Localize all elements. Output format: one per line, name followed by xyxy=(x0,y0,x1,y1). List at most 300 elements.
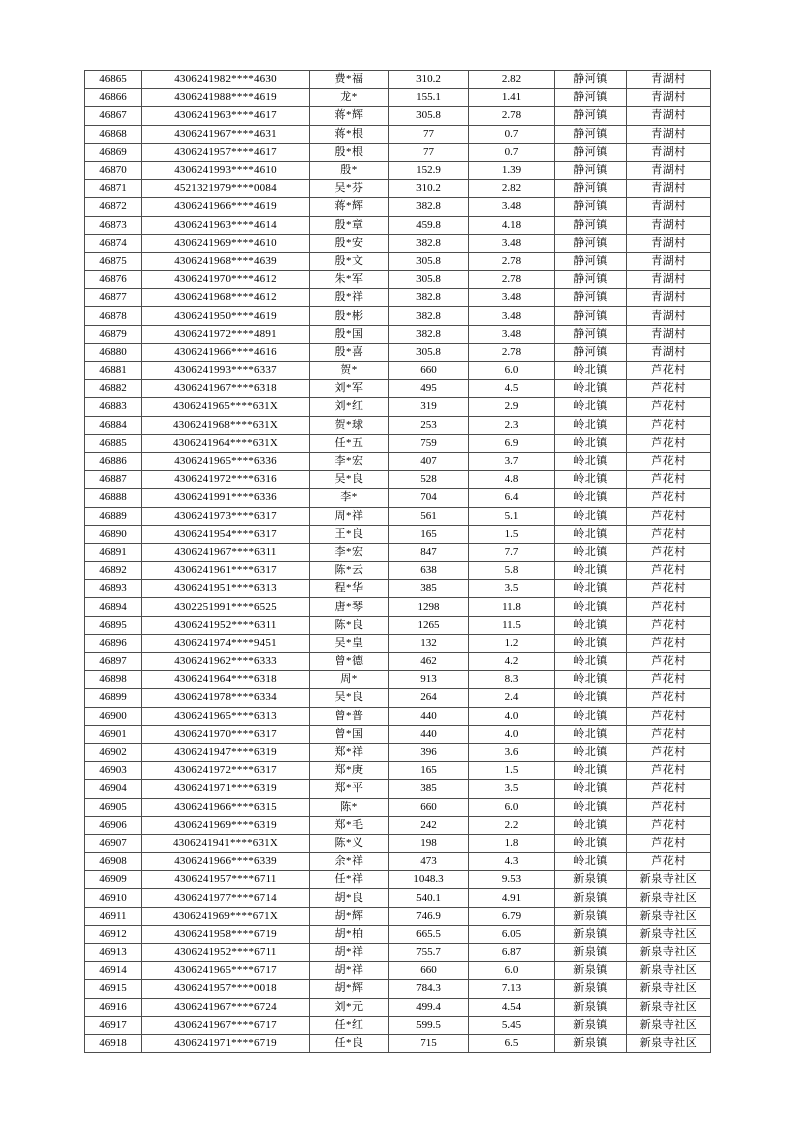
cell-amount: 305.8 xyxy=(389,343,469,361)
cell-area: 2.78 xyxy=(469,271,555,289)
cell-area: 0.7 xyxy=(469,125,555,143)
cell-amount: 382.8 xyxy=(389,234,469,252)
cell-area: 1.8 xyxy=(469,834,555,852)
table-row xyxy=(85,489,711,507)
cell-village: 新泉寺社区 xyxy=(627,907,711,925)
cell-town: 岭北镇 xyxy=(555,689,627,707)
cell-amount: 1048.3 xyxy=(389,871,469,889)
cell-area: 3.7 xyxy=(469,452,555,470)
cell-town: 静河镇 xyxy=(555,198,627,216)
cell-village: 青湖村 xyxy=(627,289,711,307)
cell-area: 4.18 xyxy=(469,216,555,234)
cell-id: 4306241982****4630 xyxy=(142,71,310,89)
cell-area: 6.05 xyxy=(469,925,555,943)
cell-id: 4302251991****6525 xyxy=(142,598,310,616)
table-row xyxy=(85,962,711,980)
cell-town: 岭北镇 xyxy=(555,507,627,525)
cell-id: 4306241947****6319 xyxy=(142,743,310,761)
cell-town: 新泉镇 xyxy=(555,871,627,889)
cell-seq: 46908 xyxy=(85,853,142,871)
table-row xyxy=(85,762,711,780)
cell-amount: 382.8 xyxy=(389,325,469,343)
cell-village: 新泉寺社区 xyxy=(627,871,711,889)
cell-village: 芦花村 xyxy=(627,380,711,398)
cell-village: 新泉寺社区 xyxy=(627,889,711,907)
cell-seq: 46899 xyxy=(85,689,142,707)
cell-seq: 46898 xyxy=(85,671,142,689)
cell-name: 胡*良 xyxy=(310,889,389,907)
cell-amount: 715 xyxy=(389,1034,469,1052)
cell-area: 11.5 xyxy=(469,616,555,634)
cell-village: 青湖村 xyxy=(627,198,711,216)
cell-amount: 242 xyxy=(389,816,469,834)
cell-id: 4306241941****631X xyxy=(142,834,310,852)
cell-village: 芦花村 xyxy=(627,853,711,871)
cell-seq: 46905 xyxy=(85,798,142,816)
table-row xyxy=(85,998,711,1016)
cell-town: 岭北镇 xyxy=(555,580,627,598)
cell-town: 岭北镇 xyxy=(555,489,627,507)
table-row xyxy=(85,562,711,580)
cell-name: 吴*皇 xyxy=(310,634,389,652)
cell-seq: 46886 xyxy=(85,452,142,470)
table-row xyxy=(85,380,711,398)
cell-village: 芦花村 xyxy=(627,616,711,634)
cell-amount: 913 xyxy=(389,671,469,689)
cell-id: 4306241963****4617 xyxy=(142,107,310,125)
table-row xyxy=(85,107,711,125)
cell-village: 芦花村 xyxy=(627,543,711,561)
cell-town: 岭北镇 xyxy=(555,707,627,725)
table-row xyxy=(85,125,711,143)
cell-id: 4306241961****6317 xyxy=(142,562,310,580)
cell-name: 郑*祥 xyxy=(310,743,389,761)
cell-village: 新泉寺社区 xyxy=(627,1034,711,1052)
table-row xyxy=(85,634,711,652)
cell-name: 蒋*辉 xyxy=(310,198,389,216)
cell-seq: 46882 xyxy=(85,380,142,398)
cell-amount: 638 xyxy=(389,562,469,580)
cell-town: 岭北镇 xyxy=(555,780,627,798)
cell-village: 新泉寺社区 xyxy=(627,944,711,962)
table-body xyxy=(85,71,711,1053)
cell-id: 4306241966****4616 xyxy=(142,343,310,361)
cell-name: 吴*良 xyxy=(310,689,389,707)
cell-id: 4306241966****6315 xyxy=(142,798,310,816)
cell-id: 4306241978****6334 xyxy=(142,689,310,707)
cell-seq: 46884 xyxy=(85,416,142,434)
cell-name: 龙* xyxy=(310,89,389,107)
cell-town: 岭北镇 xyxy=(555,853,627,871)
cell-town: 新泉镇 xyxy=(555,980,627,998)
cell-id: 4306241970****4612 xyxy=(142,271,310,289)
cell-name: 郑*庚 xyxy=(310,762,389,780)
cell-area: 9.53 xyxy=(469,871,555,889)
cell-name: 殷*文 xyxy=(310,252,389,270)
cell-area: 1.39 xyxy=(469,161,555,179)
cell-seq: 46865 xyxy=(85,71,142,89)
cell-seq: 46887 xyxy=(85,471,142,489)
cell-seq: 46903 xyxy=(85,762,142,780)
table-row xyxy=(85,580,711,598)
table-row xyxy=(85,343,711,361)
cell-id: 4306241966****4619 xyxy=(142,198,310,216)
cell-name: 殷*喜 xyxy=(310,343,389,361)
cell-village: 新泉寺社区 xyxy=(627,1016,711,1034)
cell-id: 4306241972****6317 xyxy=(142,762,310,780)
cell-seq: 46901 xyxy=(85,725,142,743)
cell-id: 4306241971****6319 xyxy=(142,780,310,798)
table-row xyxy=(85,671,711,689)
cell-amount: 540.1 xyxy=(389,889,469,907)
cell-id: 4306241952****6711 xyxy=(142,944,310,962)
cell-town: 静河镇 xyxy=(555,180,627,198)
cell-town: 岭北镇 xyxy=(555,725,627,743)
cell-id: 4306241988****4619 xyxy=(142,89,310,107)
cell-seq: 46883 xyxy=(85,398,142,416)
cell-name: 陈* xyxy=(310,798,389,816)
cell-village: 芦花村 xyxy=(627,598,711,616)
cell-amount: 382.8 xyxy=(389,289,469,307)
cell-seq: 46877 xyxy=(85,289,142,307)
cell-name: 周* xyxy=(310,671,389,689)
cell-id: 4306241977****6714 xyxy=(142,889,310,907)
table-row xyxy=(85,653,711,671)
cell-town: 岭北镇 xyxy=(555,525,627,543)
table-row xyxy=(85,271,711,289)
cell-id: 4306241966****6339 xyxy=(142,853,310,871)
cell-amount: 473 xyxy=(389,853,469,871)
cell-id: 4306241950****4619 xyxy=(142,307,310,325)
cell-name: 殷*根 xyxy=(310,143,389,161)
cell-area: 8.3 xyxy=(469,671,555,689)
cell-id: 4306241957****6711 xyxy=(142,871,310,889)
cell-town: 岭北镇 xyxy=(555,416,627,434)
cell-town: 新泉镇 xyxy=(555,998,627,1016)
cell-name: 胡*祥 xyxy=(310,962,389,980)
cell-name: 殷*祥 xyxy=(310,289,389,307)
cell-amount: 704 xyxy=(389,489,469,507)
cell-area: 2.2 xyxy=(469,816,555,834)
cell-area: 4.8 xyxy=(469,471,555,489)
cell-name: 吴*良 xyxy=(310,471,389,489)
cell-name: 陈*义 xyxy=(310,834,389,852)
cell-seq: 46894 xyxy=(85,598,142,616)
cell-town: 新泉镇 xyxy=(555,925,627,943)
cell-village: 芦花村 xyxy=(627,798,711,816)
cell-village: 芦花村 xyxy=(627,816,711,834)
cell-village: 青湖村 xyxy=(627,234,711,252)
cell-village: 青湖村 xyxy=(627,252,711,270)
cell-amount: 155.1 xyxy=(389,89,469,107)
cell-area: 3.48 xyxy=(469,307,555,325)
cell-id: 4306241963****4614 xyxy=(142,216,310,234)
cell-amount: 755.7 xyxy=(389,944,469,962)
cell-town: 静河镇 xyxy=(555,89,627,107)
table-row xyxy=(85,161,711,179)
cell-amount: 459.8 xyxy=(389,216,469,234)
cell-village: 芦花村 xyxy=(627,562,711,580)
cell-id: 4306241965****6313 xyxy=(142,707,310,725)
cell-id: 4306241968****4612 xyxy=(142,289,310,307)
cell-name: 蒋*辉 xyxy=(310,107,389,125)
cell-village: 芦花村 xyxy=(627,834,711,852)
cell-name: 贺* xyxy=(310,362,389,380)
cell-seq: 46910 xyxy=(85,889,142,907)
cell-id: 4306241968****4639 xyxy=(142,252,310,270)
cell-village: 芦花村 xyxy=(627,653,711,671)
cell-area: 0.7 xyxy=(469,143,555,161)
cell-name: 李*宏 xyxy=(310,452,389,470)
cell-id: 4306241971****6719 xyxy=(142,1034,310,1052)
table-row xyxy=(85,889,711,907)
cell-seq: 46911 xyxy=(85,907,142,925)
cell-village: 青湖村 xyxy=(627,89,711,107)
cell-village: 青湖村 xyxy=(627,325,711,343)
cell-area: 11.8 xyxy=(469,598,555,616)
cell-seq: 46895 xyxy=(85,616,142,634)
cell-town: 静河镇 xyxy=(555,125,627,143)
cell-id: 4306241952****6311 xyxy=(142,616,310,634)
cell-seq: 46888 xyxy=(85,489,142,507)
cell-name: 刘*元 xyxy=(310,998,389,1016)
cell-name: 任*良 xyxy=(310,1034,389,1052)
cell-name: 殷*章 xyxy=(310,216,389,234)
cell-area: 5.1 xyxy=(469,507,555,525)
cell-amount: 462 xyxy=(389,653,469,671)
table-row xyxy=(85,853,711,871)
cell-id: 4306241968****631X xyxy=(142,416,310,434)
cell-name: 郑*平 xyxy=(310,780,389,798)
cell-area: 1.41 xyxy=(469,89,555,107)
cell-id: 4306241965****631X xyxy=(142,398,310,416)
cell-area: 4.54 xyxy=(469,998,555,1016)
cell-village: 青湖村 xyxy=(627,216,711,234)
cell-amount: 660 xyxy=(389,962,469,980)
cell-town: 静河镇 xyxy=(555,234,627,252)
cell-id: 4306241964****631X xyxy=(142,434,310,452)
table-row xyxy=(85,71,711,89)
cell-amount: 440 xyxy=(389,725,469,743)
cell-id: 4306241958****6719 xyxy=(142,925,310,943)
cell-name: 殷* xyxy=(310,161,389,179)
cell-amount: 165 xyxy=(389,525,469,543)
table-row xyxy=(85,725,711,743)
table-row xyxy=(85,180,711,198)
cell-name: 唐*琴 xyxy=(310,598,389,616)
cell-id: 4306241957****0018 xyxy=(142,980,310,998)
cell-id: 4306241954****6317 xyxy=(142,525,310,543)
cell-town: 静河镇 xyxy=(555,71,627,89)
cell-seq: 46892 xyxy=(85,562,142,580)
cell-village: 芦花村 xyxy=(627,489,711,507)
cell-seq: 46880 xyxy=(85,343,142,361)
cell-seq: 46904 xyxy=(85,780,142,798)
cell-village: 芦花村 xyxy=(627,580,711,598)
cell-area: 6.0 xyxy=(469,962,555,980)
cell-name: 殷*国 xyxy=(310,325,389,343)
cell-village: 青湖村 xyxy=(627,307,711,325)
cell-seq: 46866 xyxy=(85,89,142,107)
cell-id: 4306241967****6724 xyxy=(142,998,310,1016)
table-row xyxy=(85,616,711,634)
cell-area: 6.0 xyxy=(469,362,555,380)
cell-name: 贺*球 xyxy=(310,416,389,434)
table-row xyxy=(85,434,711,452)
cell-seq: 46900 xyxy=(85,707,142,725)
table-row xyxy=(85,944,711,962)
cell-name: 曾*普 xyxy=(310,707,389,725)
cell-village: 芦花村 xyxy=(627,707,711,725)
cell-town: 岭北镇 xyxy=(555,471,627,489)
table-row xyxy=(85,743,711,761)
cell-amount: 382.8 xyxy=(389,307,469,325)
table-row xyxy=(85,471,711,489)
cell-id: 4306241993****4610 xyxy=(142,161,310,179)
cell-town: 静河镇 xyxy=(555,271,627,289)
cell-village: 青湖村 xyxy=(627,180,711,198)
cell-seq: 46879 xyxy=(85,325,142,343)
cell-town: 新泉镇 xyxy=(555,1034,627,1052)
cell-seq: 46893 xyxy=(85,580,142,598)
cell-area: 2.9 xyxy=(469,398,555,416)
table-row xyxy=(85,416,711,434)
cell-village: 新泉寺社区 xyxy=(627,998,711,1016)
cell-seq: 46891 xyxy=(85,543,142,561)
cell-town: 静河镇 xyxy=(555,143,627,161)
cell-amount: 385 xyxy=(389,780,469,798)
cell-amount: 305.8 xyxy=(389,271,469,289)
cell-seq: 46913 xyxy=(85,944,142,962)
cell-name: 刘*红 xyxy=(310,398,389,416)
cell-seq: 46914 xyxy=(85,962,142,980)
cell-id: 4306241967****6318 xyxy=(142,380,310,398)
table-row xyxy=(85,925,711,943)
cell-amount: 77 xyxy=(389,143,469,161)
table-row xyxy=(85,216,711,234)
cell-area: 2.78 xyxy=(469,252,555,270)
cell-amount: 396 xyxy=(389,743,469,761)
cell-area: 3.5 xyxy=(469,580,555,598)
cell-town: 新泉镇 xyxy=(555,962,627,980)
cell-name: 陈*云 xyxy=(310,562,389,580)
cell-town: 岭北镇 xyxy=(555,562,627,580)
cell-town: 岭北镇 xyxy=(555,598,627,616)
cell-seq: 46873 xyxy=(85,216,142,234)
cell-amount: 253 xyxy=(389,416,469,434)
table-row xyxy=(85,325,711,343)
cell-area: 7.7 xyxy=(469,543,555,561)
cell-name: 周*祥 xyxy=(310,507,389,525)
cell-village: 芦花村 xyxy=(627,525,711,543)
cell-id: 4306241967****6717 xyxy=(142,1016,310,1034)
cell-name: 任*红 xyxy=(310,1016,389,1034)
cell-town: 岭北镇 xyxy=(555,653,627,671)
cell-amount: 319 xyxy=(389,398,469,416)
cell-village: 芦花村 xyxy=(627,507,711,525)
cell-town: 新泉镇 xyxy=(555,944,627,962)
cell-amount: 310.2 xyxy=(389,71,469,89)
cell-village: 青湖村 xyxy=(627,343,711,361)
cell-name: 费*福 xyxy=(310,71,389,89)
cell-id: 4306241974****9451 xyxy=(142,634,310,652)
cell-amount: 77 xyxy=(389,125,469,143)
table-row xyxy=(85,780,711,798)
cell-town: 静河镇 xyxy=(555,325,627,343)
cell-town: 岭北镇 xyxy=(555,798,627,816)
cell-seq: 46872 xyxy=(85,198,142,216)
cell-id: 4306241965****6717 xyxy=(142,962,310,980)
table-row xyxy=(85,289,711,307)
cell-seq: 46874 xyxy=(85,234,142,252)
cell-town: 岭北镇 xyxy=(555,362,627,380)
table-row xyxy=(85,598,711,616)
cell-id: 4306241965****6336 xyxy=(142,452,310,470)
cell-town: 静河镇 xyxy=(555,216,627,234)
cell-village: 新泉寺社区 xyxy=(627,980,711,998)
cell-id: 4306241993****6337 xyxy=(142,362,310,380)
cell-seq: 46870 xyxy=(85,161,142,179)
cell-town: 岭北镇 xyxy=(555,834,627,852)
cell-area: 6.4 xyxy=(469,489,555,507)
cell-seq: 46875 xyxy=(85,252,142,270)
cell-name: 胡*祥 xyxy=(310,944,389,962)
cell-id: 4306241957****4617 xyxy=(142,143,310,161)
cell-village: 芦花村 xyxy=(627,762,711,780)
cell-area: 4.91 xyxy=(469,889,555,907)
cell-name: 蒋*根 xyxy=(310,125,389,143)
cell-seq: 46907 xyxy=(85,834,142,852)
cell-amount: 1298 xyxy=(389,598,469,616)
cell-village: 新泉寺社区 xyxy=(627,925,711,943)
cell-area: 4.5 xyxy=(469,380,555,398)
cell-amount: 198 xyxy=(389,834,469,852)
cell-area: 2.4 xyxy=(469,689,555,707)
cell-name: 任*祥 xyxy=(310,871,389,889)
cell-amount: 660 xyxy=(389,798,469,816)
cell-seq: 46902 xyxy=(85,743,142,761)
cell-village: 新泉寺社区 xyxy=(627,962,711,980)
cell-area: 2.78 xyxy=(469,343,555,361)
cell-village: 芦花村 xyxy=(627,725,711,743)
cell-id: 4521321979****0084 xyxy=(142,180,310,198)
cell-name: 吴*芬 xyxy=(310,180,389,198)
cell-seq: 46878 xyxy=(85,307,142,325)
cell-area: 4.0 xyxy=(469,707,555,725)
table-row xyxy=(85,252,711,270)
cell-amount: 310.2 xyxy=(389,180,469,198)
cell-area: 6.87 xyxy=(469,944,555,962)
cell-area: 3.5 xyxy=(469,780,555,798)
cell-amount: 385 xyxy=(389,580,469,598)
cell-area: 4.3 xyxy=(469,853,555,871)
cell-name: 曾*国 xyxy=(310,725,389,743)
cell-seq: 46897 xyxy=(85,653,142,671)
cell-village: 青湖村 xyxy=(627,143,711,161)
cell-area: 3.48 xyxy=(469,289,555,307)
cell-name: 曾*德 xyxy=(310,653,389,671)
cell-name: 程*华 xyxy=(310,580,389,598)
cell-amount: 132 xyxy=(389,634,469,652)
cell-area: 2.82 xyxy=(469,180,555,198)
cell-name: 胡*辉 xyxy=(310,907,389,925)
cell-name: 陈*良 xyxy=(310,616,389,634)
cell-amount: 499.4 xyxy=(389,998,469,1016)
cell-name: 王*良 xyxy=(310,525,389,543)
cell-name: 朱*军 xyxy=(310,271,389,289)
cell-amount: 264 xyxy=(389,689,469,707)
table-row xyxy=(85,89,711,107)
